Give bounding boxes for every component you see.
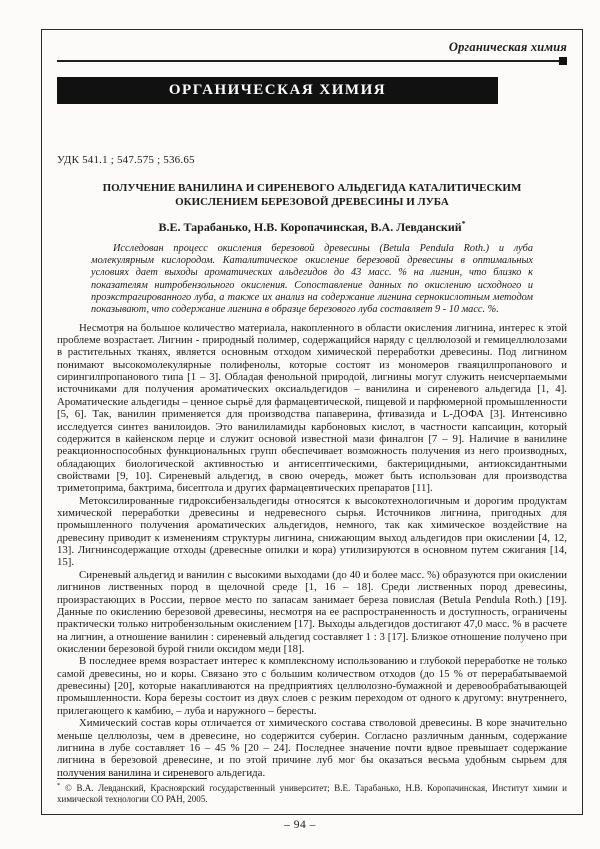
header-rule (57, 60, 567, 62)
udc-number: УДК 541.1 ; 547.575 ; 536.65 (57, 154, 195, 166)
body-paragraph-4: В последнее время возрастает интерес к комплексному использованию и глубокой переработке не только самой древесины, но и коры. Связано это с большим количеством отходов (до 15 % от перерабатываемой древесины) [20], которые накапливаются на предприятиях целлюлозно-бумажной и деревообрабатывающей промышленности. Кора березы состоит из двух слоев с резким переходом от одного к другому: внутреннего, прилегающего к камбию, – луба и наружного – бересты. (57, 655, 567, 717)
section-banner-text: ОРГАНИЧЕСКАЯ ХИМИЯ (168, 82, 387, 98)
running-header (57, 40, 567, 55)
article-title: ПОЛУЧЕНИЕ ВАНИЛИНА И СИРЕНЕВОГО АЛЬДЕГИДА КАТАЛИТИЧЕСКИМ ОКИСЛЕНИЕМ БЕРЕЗОВОЙ ДРЕВЕСИНЫ И ЛУБА (102, 182, 522, 209)
footnote-block (57, 778, 567, 806)
copyright-footnote (57, 782, 567, 806)
footnote-text: © В.А. Левданский, Красноярский государственный университет; В.Е. Тарабанько, Н.В. Коропачинская, Институт химии и химической технологии СО РАН, 2005. (57, 782, 567, 805)
page-number: – 94 – (284, 819, 316, 831)
body-paragraph-2: Метоксилированные гидроксибензальдегиды относятся к высокотехнологичным и дорогим продуктам химической переработки древесины и недревесного сырья. Источников лигнина, пригодных для промышленного получения ароматических альдегидов, немного, так как химическое воздействие на древесину приводит к изменениям структуры лигнина, снижающим выход альдегидов при окислении [4, 12, 13]. Лигнинсодержащие отходы (древесные опилки и кора) утилизируются в основном путем сжигания [14, 15]. (57, 494, 567, 569)
article-body (57, 322, 567, 779)
authors-footnote-mark: * (461, 218, 466, 228)
article-abstract: Исследован процесс окисления березовой древесины (Betula Pendula Roth.) и луба молекулярным кислородом. Каталитическое окисление березовой древесины в оптимальных условиях дает выходы ароматических альдегидов до 43 масс. % на лигнин, что близко к показателям нитробензольного окисления. Сопоставление данных по окислению исходного и проэкстрагированного луба, а также их анализ на содержание лигнина сернокислотным методом показывают, что содержание лигнина в образце березового луба составляет 9 - 10 масс. %. (91, 242, 533, 316)
body-paragraph-5: Химический состав коры отличается от химического состава стволовой древесины. В коре значительно меньше целлюлозы, чем в древесине, но содержится суберин. Согласно различным данным, содержание лигнина в лубе составляет 16 – 45 % [20 – 24]. Последнее значение почти вдвое превышает содержание лигнина в березовой древесине, и по этой причине луб мог бы оказаться весьма удобным сырьем для получения ванилина и сиреневого альдегида. (57, 717, 567, 779)
page-frame (41, 29, 583, 815)
body-paragraph-1: Несмотря на большое количество материала, накопленного в области окисления лигнина, интерес к этой проблеме возрастает. Лигнин - природный полимер, содержащийся наряду с целлюлозой и гемицеллюлозами в растительных тканях, является основным отходом химической переработки древесины. Под лигнином понимают высокомолекулярные полифенолы, которые состоят из мономеров гваяцилпропанового и сирингилпропанового типа [1 – 3]. Обладая фенольной природой, лигнины могут служить неисчерпаемыми источниками для получения ароматических оксиальдегидов – ванилина и сиреневого альдегида [1, 4]. Ароматические альдегиды – ценное сырьё для фармацевтической, пищевой и парфюмерной промышленности [5, 6]. Так, ванилин применяется для производства папаверина, фтивазида и L-ДОФА [3]. Интенсивно исследуется синтез ванилоидов. Это ванилиламиды карбоновых кислот, в частности капсаицин, который содержится в кайенском перце и служит основой известной мази финалгон [7 – 9]. Наличие в ванилине реакционноспособных функциональных групп обеспечивает возможность получения из него производных, обладающих биологической активностью и антисептическими, бактерицидными, антиоксидантными свойствами [9, 10]. Сиреневый альдегид, в свою очередь, может быть использован для производства триметоприма, бактрима, бисептола и других фармацевтических препаратов [11]. (57, 321, 567, 495)
footnote-mark: * (57, 781, 61, 789)
footnote-rule (57, 778, 207, 779)
running-header-text: Органическая химия (448, 40, 567, 54)
authors-names: В.Е. Тарабанько, Н.В. Коропачинская, В.А. Левданский (158, 219, 462, 234)
body-paragraph-3: Сиреневый альдегид и ванилин с высокими выходами (до 40 и более масс. %) образуются при окислении лигнинов лиственных пород в щелочной среде [1, 16 – 18]. Среди лиственных пород древесины, произрастающих в России, первое место по запасам занимает береза повислая (Betula Pendula Roth.) [19]. Данные по окислению березовой древесины, несмотря на ее распространенность и доступность, ограничены практически только нитробензольным окислением [17]. Выходы альдегидов достигают 47,0 масс. % в расчете на лигнин, а отношение ванилин : сиреневый альдегид составляет 1 : 3 [17]. Близкое отношение получено при окислении березовой бурой гнили оксидом меди [18]. (57, 568, 567, 655)
article-authors (57, 219, 567, 235)
header-square-marker (559, 57, 567, 65)
section-banner (57, 77, 498, 104)
